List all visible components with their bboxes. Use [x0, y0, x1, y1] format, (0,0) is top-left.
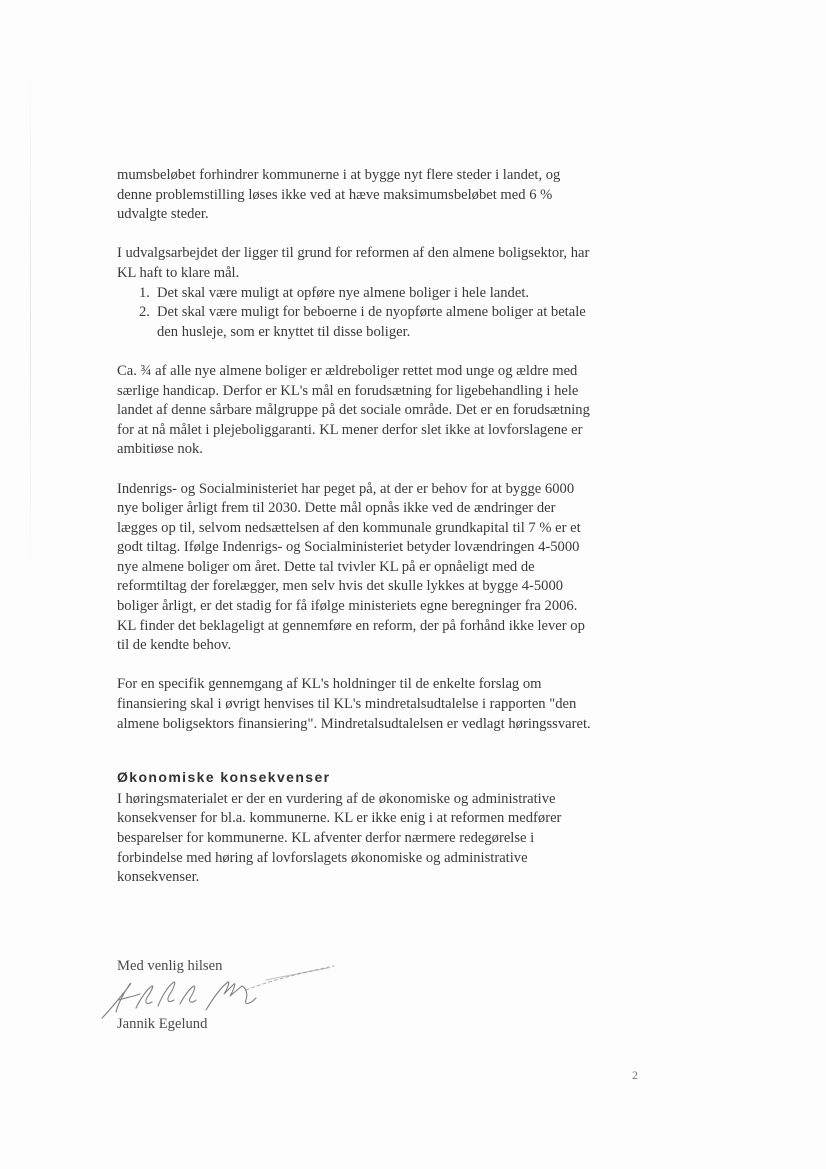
- page-number: 2: [632, 1068, 638, 1082]
- paragraph-reform-goals: I udvalgsarbejdet der ligger til grund for reformen af den almene boligsektor, har KL haft to klare mål.: [117, 245, 590, 281]
- list-item: [117, 284, 597, 304]
- paragraph-minority-statement: For en specifik gennemgang af KL's holdninger til de enkelte forslag om finansiering skal i øvrigt henvises til KL's mindretalsudtalelse i rapporten "den almene boligsektors finansiering". Mindretalsudtalelsen er vedlagt høringssvaret.: [117, 676, 591, 732]
- list-number: 1.: [139, 284, 150, 301]
- paragraph-economic-consequences: I høringsmaterialet er der en vurdering af de økonomiske og administrative konsekvenser for bl.a. kommunerne. KL er ikke enig i at reformen medfører besparelser for kommunerne. KL afventer derfor nærmere redegørelse i forbindelse med høring af lovforslagets økonomiske og administrative konsekvenser.: [117, 790, 562, 886]
- goals-list: [117, 284, 597, 343]
- paragraph-ministry: Indenrigs- og Socialministeriet har peget på, at der er behov for at bygge 6000 nye boliger årligt frem til 2030. Dette mål opnås ikke ved de ændringer der lægges op til, selvom nedsættelsen af den kommunale grundkapital til 7 % er et godt tiltag. Ifølge Indenrigs- og Socialministeriet betyder lovændringen 4-5000 nye almene boliger om året. Dette tal tvivler KL på er opnåeligt med de reformtiltag der forelægger, men selv hvis det skulle lykkes at bygge 4-5000 boliger årligt, er det stadig for få ifølge ministeriets egne beregninger fra 2006. KL finder det beklageligt at gennemføre en reform, der på forhånd ikke lever op til de kendte behov.: [117, 480, 585, 654]
- list-item-text: Det skal være muligt at opføre nye almene boliger i hele landet.: [157, 284, 530, 301]
- scan-edge-shadow: [30, 60, 31, 580]
- closing-greeting: Med venlig hilsen: [117, 958, 223, 974]
- list-item-text: Det skal være muligt for beboerne i de nyopførte almene boliger at betale den husleje, som er knyttet til disse boliger.: [157, 304, 586, 340]
- paragraph-elderly-housing: Ca. ¾ af alle nye almene boliger er ældreboliger rettet mod unge og ældre med særlige handicap. Derfor er KL's mål en forudsætning for ligebehandling i hele landet af denne sårbare målgruppe på det sociale område. Det er en forudsætning for at nå målet i plejeboliggaranti. KL mener derfor slet ikke at lovforslagene er ambitiøse nok.: [117, 362, 590, 458]
- section-heading: Økonomiske konsekvenser: [117, 769, 331, 786]
- letter-body: [117, 166, 597, 888]
- paragraph-continuation: mumsbeløbet forhindrer kommunerne i at bygge nyt flere steder i landet, og denne problemstilling løses ikke ved at hæve maksimumsbeløbet med 6 % udvalgte steder.: [117, 167, 561, 223]
- list-item: [117, 303, 597, 342]
- signer-name: Jannik Egelund: [117, 1016, 208, 1032]
- list-number: 2.: [139, 304, 150, 321]
